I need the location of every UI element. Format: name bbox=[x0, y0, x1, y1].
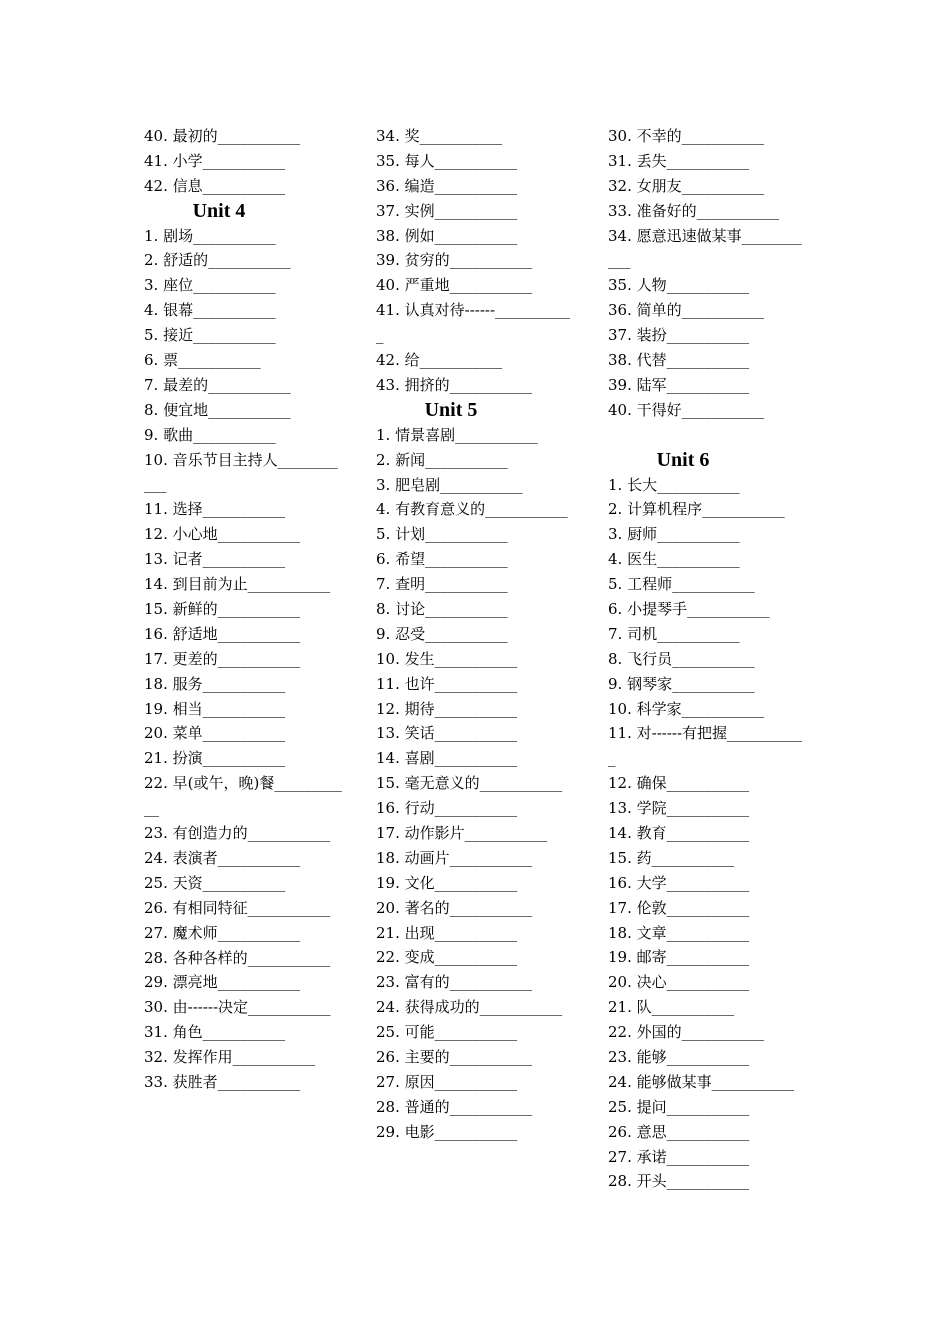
vocab-item: 6. 小提琴手___________ bbox=[608, 599, 770, 618]
vocab-item: 34. 愿意迅速做某事___________ bbox=[608, 226, 802, 270]
vocab-item: 4. 银幕___________ bbox=[144, 301, 276, 320]
vocab-item: 7. 最差的___________ bbox=[144, 375, 291, 394]
unit-heading: Unit 5 bbox=[424, 398, 478, 421]
vocab-item: 25. 可能___________ bbox=[376, 1023, 518, 1042]
vocab-item: 33. 获胜者___________ bbox=[144, 1072, 301, 1091]
vocab-item: 12. 小心地___________ bbox=[144, 525, 301, 544]
vocab-item: 16. 行动___________ bbox=[376, 799, 518, 818]
vocab-item: 30. 不幸的___________ bbox=[608, 127, 765, 145]
vocab-item: 22. 外国的___________ bbox=[608, 1023, 765, 1042]
vocab-item: 25. 天资___________ bbox=[144, 873, 286, 892]
vocab-item: 10. 科学家___________ bbox=[608, 699, 765, 718]
vocab-item: 17. 更差的___________ bbox=[144, 649, 301, 668]
vocab-item: 23. 富有的___________ bbox=[376, 973, 533, 992]
vocab-item: 41. 认真对待------___________ bbox=[376, 301, 571, 345]
vocab-item: 31. 丢失___________ bbox=[608, 151, 750, 170]
vocab-item: 2. 舒适的___________ bbox=[144, 251, 291, 270]
vocab-item: 22. 早(或午，晚)餐___________ bbox=[144, 774, 342, 818]
vocab-item: 23. 有创造力的___________ bbox=[144, 824, 331, 843]
vocab-item: 21. 出现___________ bbox=[376, 923, 518, 942]
vocab-item: 26. 有相同特征___________ bbox=[144, 898, 331, 917]
vocab-item: 2. 新闻___________ bbox=[376, 450, 508, 469]
vocab-item: 42. 信息___________ bbox=[144, 176, 286, 195]
vocab-item: 35. 人物___________ bbox=[608, 276, 750, 295]
unit-heading: Unit 6 bbox=[656, 448, 710, 471]
vocab-item: 36. 简单的___________ bbox=[608, 301, 765, 320]
vocab-item: 5. 工程师___________ bbox=[608, 575, 755, 594]
vocab-item: 18. 服务___________ bbox=[144, 674, 286, 693]
vocab-item: 25. 提问___________ bbox=[608, 1097, 750, 1116]
vocab-item: 24. 获得成功的___________ bbox=[376, 998, 563, 1017]
vocab-item: 6. 希望___________ bbox=[376, 550, 508, 569]
vocab-item: 16. 舒适地___________ bbox=[144, 624, 301, 643]
vocab-item: 24. 能够做某事___________ bbox=[608, 1072, 795, 1091]
vocab-item: 9. 忍受___________ bbox=[376, 624, 508, 643]
vocab-item: 1. 情景喜剧___________ bbox=[376, 425, 538, 444]
vocab-item: 19. 相当___________ bbox=[144, 699, 286, 718]
vocab-item: 5. 接近___________ bbox=[144, 326, 276, 345]
vocab-item: 17. 动作影片___________ bbox=[376, 824, 548, 842]
vocab-item: 19. 文化___________ bbox=[376, 873, 518, 892]
vocab-item: 11. 也许___________ bbox=[376, 674, 518, 693]
vocab-item: 31. 角色___________ bbox=[144, 1023, 286, 1042]
vocab-item: 8. 飞行员___________ bbox=[608, 649, 755, 668]
vocab-item: 28. 各种各样的___________ bbox=[144, 948, 331, 967]
vocab-item: 2. 计算机程序___________ bbox=[608, 500, 785, 519]
vocab-item: 27. 承诺___________ bbox=[608, 1147, 750, 1166]
vocab-item: 4. 医生___________ bbox=[608, 550, 740, 569]
vocab-item: 23. 能够___________ bbox=[608, 1048, 750, 1067]
vocab-item: 34. 奖___________ bbox=[376, 127, 503, 145]
vocab-item: 13. 学院___________ bbox=[608, 799, 750, 818]
vocab-item: 32. 发挥作用___________ bbox=[144, 1048, 316, 1067]
vocab-item: 42. 给___________ bbox=[376, 351, 503, 370]
vocab-item: 35. 每人___________ bbox=[376, 151, 518, 170]
vocab-item: 24. 表演者___________ bbox=[144, 848, 301, 867]
vocab-item: 29. 电影___________ bbox=[376, 1122, 518, 1141]
vocab-item: 26. 主要的___________ bbox=[376, 1048, 533, 1067]
vocab-item: 6. 票___________ bbox=[144, 351, 261, 370]
vocab-item: 8. 便宜地___________ bbox=[144, 400, 291, 419]
vocab-item: 5. 计划___________ bbox=[376, 525, 508, 544]
vocab-item: 32. 女朋友___________ bbox=[608, 176, 765, 195]
vocab-item: 3. 厨师___________ bbox=[608, 525, 740, 544]
vocab-item: 15. 新鲜的___________ bbox=[144, 599, 301, 618]
vocab-item: 40. 最初的___________ bbox=[144, 127, 301, 145]
vocab-item: 27. 原因___________ bbox=[376, 1072, 518, 1091]
vocab-item: 37. 实例___________ bbox=[376, 201, 518, 220]
vocab-item: 14. 到目前为止___________ bbox=[144, 575, 331, 594]
vocab-item: 37. 装扮___________ bbox=[608, 326, 750, 345]
vocab-item: 1. 剧场___________ bbox=[144, 226, 276, 245]
vocab-item: 20. 菜单___________ bbox=[144, 724, 286, 743]
column-left bbox=[144, 124, 354, 1095]
vocab-item: 13. 笑话___________ bbox=[376, 724, 518, 743]
vocab-item: 7. 查明___________ bbox=[376, 575, 508, 594]
vocab-item: 14. 喜剧___________ bbox=[376, 749, 518, 768]
vocab-item: 22. 变成___________ bbox=[376, 948, 518, 967]
vocab-item: 39. 陆军___________ bbox=[608, 375, 750, 394]
column-right bbox=[608, 124, 818, 1194]
vocab-item: 1. 长大___________ bbox=[608, 475, 740, 494]
vocab-item: 13. 记者___________ bbox=[144, 550, 286, 569]
vocab-item: 40. 严重地___________ bbox=[376, 276, 533, 295]
vocab-item: 9. 钢琴家___________ bbox=[608, 674, 755, 693]
vocab-item: 33. 准备好的___________ bbox=[608, 201, 780, 220]
vocab-item: 27. 魔术师___________ bbox=[144, 923, 301, 942]
vocab-item: 4. 有教育意义的___________ bbox=[376, 500, 568, 519]
vocab-item: 40. 干得好___________ bbox=[608, 400, 765, 419]
vocab-item: 18. 动画片___________ bbox=[376, 848, 533, 867]
vocab-item: 10. 发生___________ bbox=[376, 649, 518, 668]
vocab-item: 15. 药___________ bbox=[608, 848, 735, 867]
vocab-item: 19. 邮寄___________ bbox=[608, 948, 750, 967]
vocab-item: 21. 扮演___________ bbox=[144, 749, 286, 768]
vocab-item: 18. 文章___________ bbox=[608, 923, 750, 942]
vocab-item: 21. 队___________ bbox=[608, 998, 735, 1017]
vocab-item: 26. 意思___________ bbox=[608, 1122, 750, 1141]
vocab-item: 9. 歌曲___________ bbox=[144, 425, 276, 444]
vocab-item: 11. 选择___________ bbox=[144, 500, 286, 519]
vocab-item: 3. 座位___________ bbox=[144, 276, 276, 295]
vocab-item: 15. 毫无意义的___________ bbox=[376, 774, 563, 793]
vocab-item: 41. 小学___________ bbox=[144, 151, 286, 170]
vocab-item: 38. 例如___________ bbox=[376, 226, 518, 245]
vocab-item: 12. 确保___________ bbox=[608, 774, 750, 793]
vocab-item: 38. 代替___________ bbox=[608, 351, 750, 370]
vocab-item: 30. 由------决定___________ bbox=[144, 998, 331, 1017]
vocab-item: 12. 期待___________ bbox=[376, 699, 518, 718]
vocab-item: 29. 漂亮地___________ bbox=[144, 973, 301, 992]
vocab-item: 28. 普通的___________ bbox=[376, 1097, 533, 1116]
vocab-item: 10. 音乐节目主持人___________ bbox=[144, 450, 338, 494]
vocab-item: 17. 伦敦___________ bbox=[608, 898, 750, 917]
vocab-item: 39. 贫穷的___________ bbox=[376, 251, 533, 270]
vocab-item: 20. 决心___________ bbox=[608, 973, 750, 992]
vocab-item: 28. 开头___________ bbox=[608, 1172, 750, 1191]
vocab-item: 11. 对------有把握___________ bbox=[608, 724, 803, 768]
vocab-item: 7. 司机___________ bbox=[608, 624, 740, 643]
vocab-item: 16. 大学___________ bbox=[608, 873, 750, 892]
vocab-item: 14. 教育___________ bbox=[608, 824, 750, 842]
column-middle bbox=[376, 124, 586, 1145]
vocab-item: 36. 编造___________ bbox=[376, 176, 518, 195]
unit-heading: Unit 4 bbox=[192, 199, 246, 222]
vocab-item: 3. 肥皂剧___________ bbox=[376, 475, 523, 494]
blank-line bbox=[608, 423, 818, 448]
vocab-item: 20. 著名的___________ bbox=[376, 898, 533, 917]
vocab-item: 43. 拥挤的___________ bbox=[376, 375, 533, 394]
vocab-item: 8. 讨论___________ bbox=[376, 599, 508, 618]
